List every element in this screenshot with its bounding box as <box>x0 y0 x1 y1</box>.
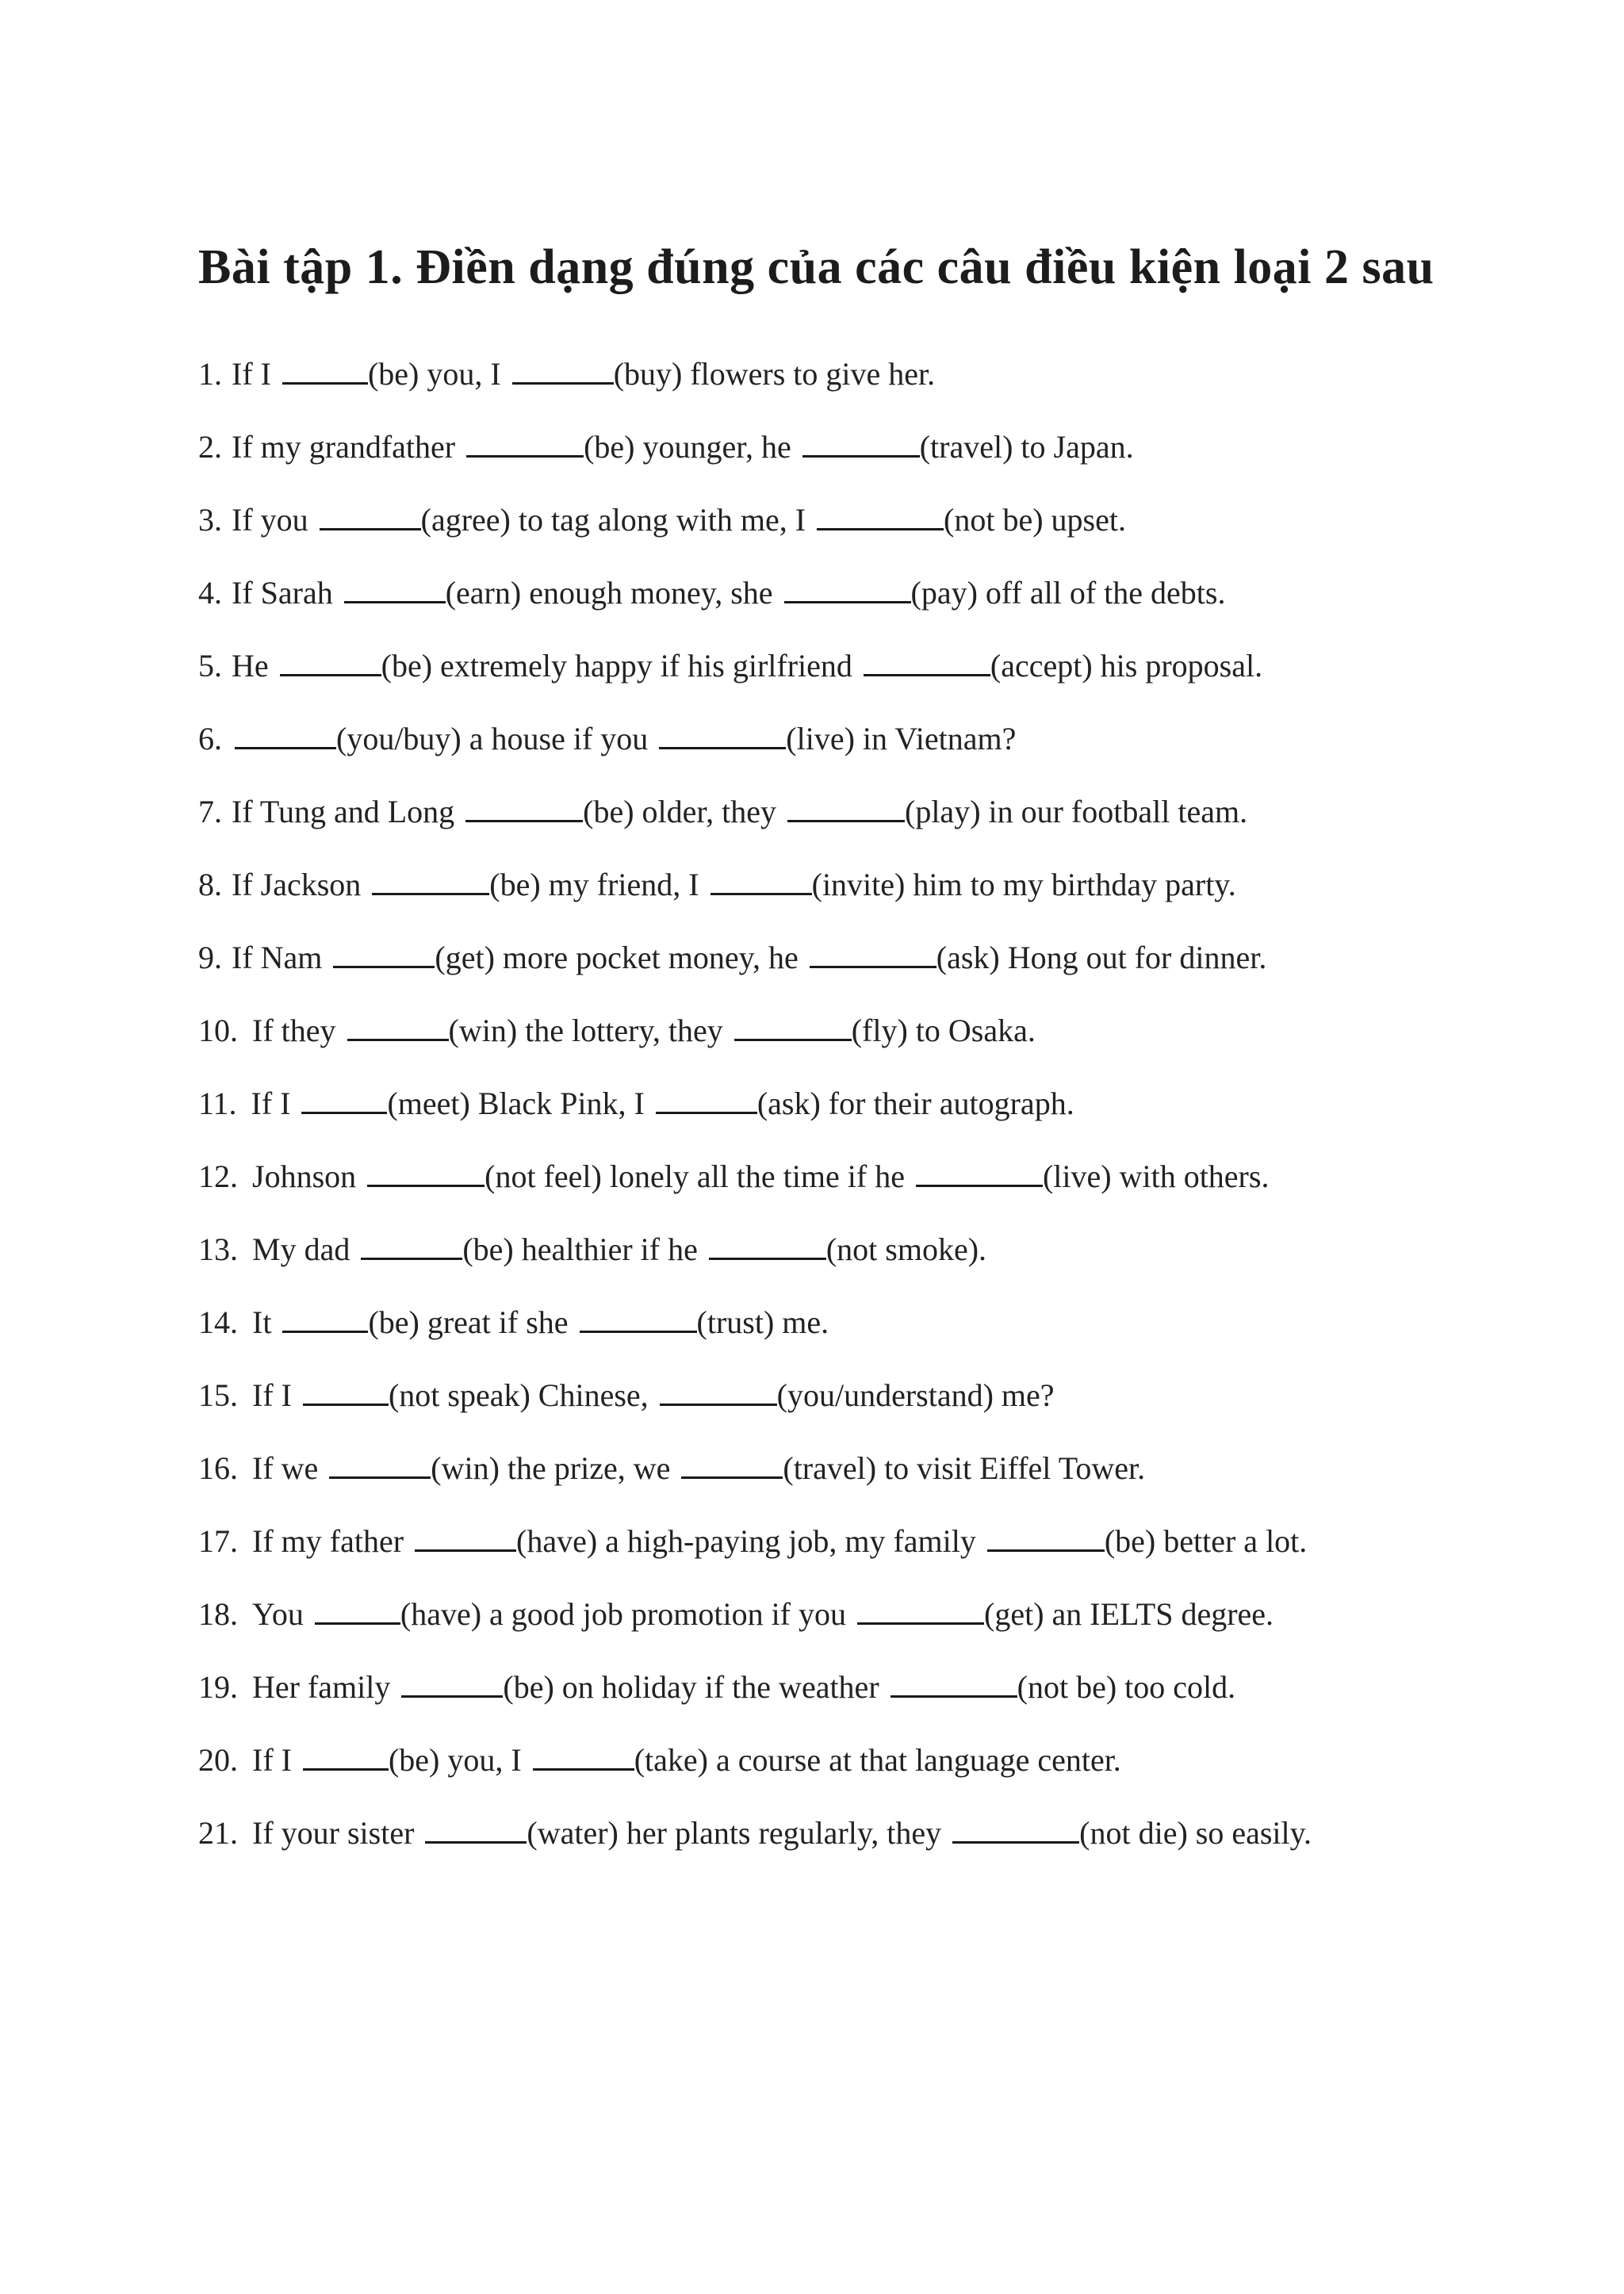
sentence-part: (be) you, I <box>388 1742 530 1778</box>
sentence-part: (have) a high-paying job, my family <box>516 1523 984 1559</box>
item-number: 3. <box>198 502 222 538</box>
answer-blank[interactable] <box>784 577 911 603</box>
sentence-part: (travel) to visit Eiffel Tower. <box>783 1450 1146 1486</box>
answer-blank[interactable] <box>401 1672 503 1698</box>
sentence-part: (travel) to Japan. <box>919 429 1134 465</box>
item-number: 19. <box>198 1669 238 1705</box>
sentence-part: If we <box>252 1450 327 1486</box>
sentence-part: (have) a good job promotion if you <box>400 1596 854 1632</box>
exercise-item <box>198 1664 1312 1737</box>
item-number: 21. <box>198 1815 238 1851</box>
answer-blank[interactable] <box>425 1817 527 1844</box>
sentence-part: (not be) too cold. <box>1017 1669 1236 1705</box>
answer-blank[interactable] <box>857 1599 984 1625</box>
answer-blank[interactable] <box>303 1380 389 1406</box>
sentence-part: (not feel) lonely all the time if he <box>485 1158 913 1194</box>
answer-blank[interactable] <box>329 1453 431 1479</box>
answer-blank[interactable] <box>952 1817 1079 1844</box>
sentence-part: (pay) off all of the debts. <box>910 575 1226 611</box>
answer-blank[interactable] <box>303 1744 389 1771</box>
sentence-part: If my grandfather <box>232 429 464 465</box>
sentence-part: If Sarah <box>232 575 341 611</box>
answer-blank[interactable] <box>282 1307 368 1333</box>
answer-blank[interactable] <box>916 1161 1043 1187</box>
answer-blank[interactable] <box>361 1234 462 1260</box>
item-number: 15. <box>198 1377 238 1413</box>
item-number: 18. <box>198 1596 238 1632</box>
exercise-item <box>198 1518 1312 1591</box>
exercise-item <box>198 1226 1312 1299</box>
item-number: 13. <box>198 1231 238 1267</box>
sentence-part: (not be) upset. <box>944 502 1126 538</box>
exercise-item <box>198 934 1312 1007</box>
item-number: 14. <box>198 1304 238 1340</box>
sentence-part: If you <box>232 502 316 538</box>
answer-blank[interactable] <box>710 869 812 895</box>
item-number: 9. <box>198 940 222 975</box>
answer-blank[interactable] <box>333 942 435 968</box>
sentence-part: (get) an IELTS degree. <box>984 1596 1274 1632</box>
sentence-part: (take) a course at that language center. <box>634 1742 1121 1778</box>
answer-blank[interactable] <box>367 1161 485 1187</box>
sentence-part: He <box>232 648 277 684</box>
sentence-part: If Nam <box>232 940 331 975</box>
sentence-part: You <box>252 1596 312 1632</box>
answer-blank[interactable] <box>864 650 990 676</box>
answer-blank[interactable] <box>512 358 614 385</box>
answer-blank[interactable] <box>315 1599 400 1625</box>
item-number: 17. <box>198 1523 238 1559</box>
item-number: 20. <box>198 1742 238 1778</box>
sentence-part: (buy) flowers to give her. <box>613 356 936 392</box>
answer-blank[interactable] <box>802 431 920 458</box>
sentence-part: If I <box>252 1742 300 1778</box>
answer-blank[interactable] <box>282 358 368 385</box>
sentence-part: (be) great if she <box>368 1304 576 1340</box>
sentence-part: If I <box>232 356 279 392</box>
sentence-part: (invite) him to my birthday party. <box>811 867 1236 902</box>
sentence-part: If they <box>252 1013 344 1048</box>
sentence-part: (water) her plants regularly, they <box>527 1815 950 1851</box>
exercise-item <box>198 1299 1312 1372</box>
sentence-part: Johnson <box>252 1158 365 1194</box>
exercise-item <box>198 1591 1312 1664</box>
answer-blank[interactable] <box>344 577 446 603</box>
sentence-part: (meet) Black Pink, I <box>387 1086 653 1121</box>
exercise-item <box>198 715 1312 788</box>
sentence-part: If I <box>252 1377 300 1413</box>
item-number: 2. <box>198 429 222 465</box>
item-number: 4. <box>198 575 222 611</box>
sentence-part: (you/buy) a house if you <box>336 721 657 756</box>
answer-blank[interactable] <box>987 1526 1105 1552</box>
exercise-item <box>198 1153 1312 1226</box>
sentence-part: (not speak) Chinese, <box>388 1377 657 1413</box>
answer-blank[interactable] <box>533 1744 634 1771</box>
sentence-part: Her family <box>252 1669 399 1705</box>
exercise-item <box>198 1372 1312 1445</box>
answer-blank[interactable] <box>580 1307 697 1333</box>
exercise-item <box>198 1810 1312 1882</box>
item-number: 8. <box>198 867 222 902</box>
answer-blank[interactable] <box>787 796 905 822</box>
item-number: 12. <box>198 1158 238 1194</box>
item-number: 16. <box>198 1450 238 1486</box>
sentence-part: (be) extremely happy if his girlfriend <box>381 648 860 684</box>
answer-blank[interactable] <box>817 504 944 530</box>
sentence-part: (be) healthier if he <box>462 1231 706 1267</box>
item-number: 5. <box>198 648 222 684</box>
sentence-part: (fly) to Osaka. <box>851 1013 1036 1048</box>
answer-blank[interactable] <box>235 723 336 749</box>
sentence-part: (earn) enough money, she <box>445 575 781 611</box>
exercise-item <box>198 788 1312 861</box>
answer-blank[interactable] <box>681 1453 783 1479</box>
exercise-item <box>198 423 1312 496</box>
sentence-part: (be) you, I <box>367 356 509 392</box>
answer-blank[interactable] <box>280 650 381 676</box>
exercise-item <box>198 1445 1312 1518</box>
item-number: 7. <box>198 794 222 829</box>
sentence-part: It <box>252 1304 280 1340</box>
item-number: 6. <box>198 721 222 756</box>
sentence-part: My dad <box>252 1231 358 1267</box>
sentence-part: (agree) to tag along with me, I <box>420 502 814 538</box>
answer-blank[interactable] <box>320 504 421 530</box>
answer-blank[interactable] <box>301 1088 387 1114</box>
sentence-part: (live) with others. <box>1042 1158 1270 1194</box>
item-number: 1. <box>198 356 222 392</box>
answer-blank[interactable] <box>659 723 786 749</box>
sentence-part: (trust) me. <box>696 1304 829 1340</box>
exercise-item <box>198 861 1312 934</box>
exercise-item <box>198 1007 1312 1080</box>
exercise-item <box>198 1737 1312 1810</box>
item-number: 10. <box>198 1013 238 1048</box>
sentence-part: If I <box>251 1086 299 1121</box>
sentence-part: (win) the prize, we <box>431 1450 679 1486</box>
answer-blank[interactable] <box>660 1380 777 1406</box>
sentence-part: If Jackson <box>232 867 370 902</box>
answer-blank[interactable] <box>891 1672 1017 1698</box>
sentence-part: (not smoke). <box>825 1231 987 1267</box>
sentence-part: (live) in Vietnam? <box>786 721 1017 756</box>
answer-blank[interactable] <box>734 1015 852 1041</box>
sentence-part: (ask) Hong out for dinner. <box>936 940 1267 975</box>
sentence-part: (get) more pocket money, he <box>435 940 806 975</box>
answer-blank[interactable] <box>656 1088 757 1114</box>
item-number: 11. <box>198 1086 237 1121</box>
sentence-part: (play) in our football team. <box>905 794 1248 829</box>
sentence-part: (be) on holiday if the weather <box>503 1669 887 1705</box>
answer-blank[interactable] <box>810 942 936 968</box>
answer-blank[interactable] <box>466 431 584 458</box>
answer-blank[interactable] <box>709 1234 826 1260</box>
sentence-part: If my father <box>252 1523 412 1559</box>
sentence-part: (not die) so easily. <box>1079 1815 1312 1851</box>
answer-blank[interactable] <box>347 1015 449 1041</box>
exercise-list <box>198 350 1312 1882</box>
sentence-part: If your sister <box>252 1815 423 1851</box>
sentence-part: (be) older, they <box>583 794 784 829</box>
exercise-item <box>198 569 1312 642</box>
sentence-part: (be) younger, he <box>584 429 799 465</box>
sentence-part: (ask) for their autograph. <box>756 1086 1074 1121</box>
sentence-part: (win) the lottery, they <box>448 1013 731 1048</box>
sentence-part: (accept) his proposal. <box>990 648 1263 684</box>
sentence-part: (be) better a lot. <box>1104 1523 1308 1559</box>
answer-blank[interactable] <box>465 796 583 822</box>
exercise-title: Bài tập 1. Điền dạng đúng của các câu điều kiện loại 2 sau <box>198 240 1434 294</box>
exercise-item <box>198 496 1312 569</box>
sentence-part: (you/understand) me? <box>776 1377 1055 1413</box>
answer-blank[interactable] <box>415 1526 516 1552</box>
exercise-item <box>198 350 1312 423</box>
sentence-part: If Tung and Long <box>232 794 463 829</box>
exercise-item <box>198 1080 1312 1153</box>
exercise-item <box>198 642 1312 715</box>
answer-blank[interactable] <box>372 869 489 895</box>
sentence-part: (be) my friend, I <box>489 867 707 902</box>
